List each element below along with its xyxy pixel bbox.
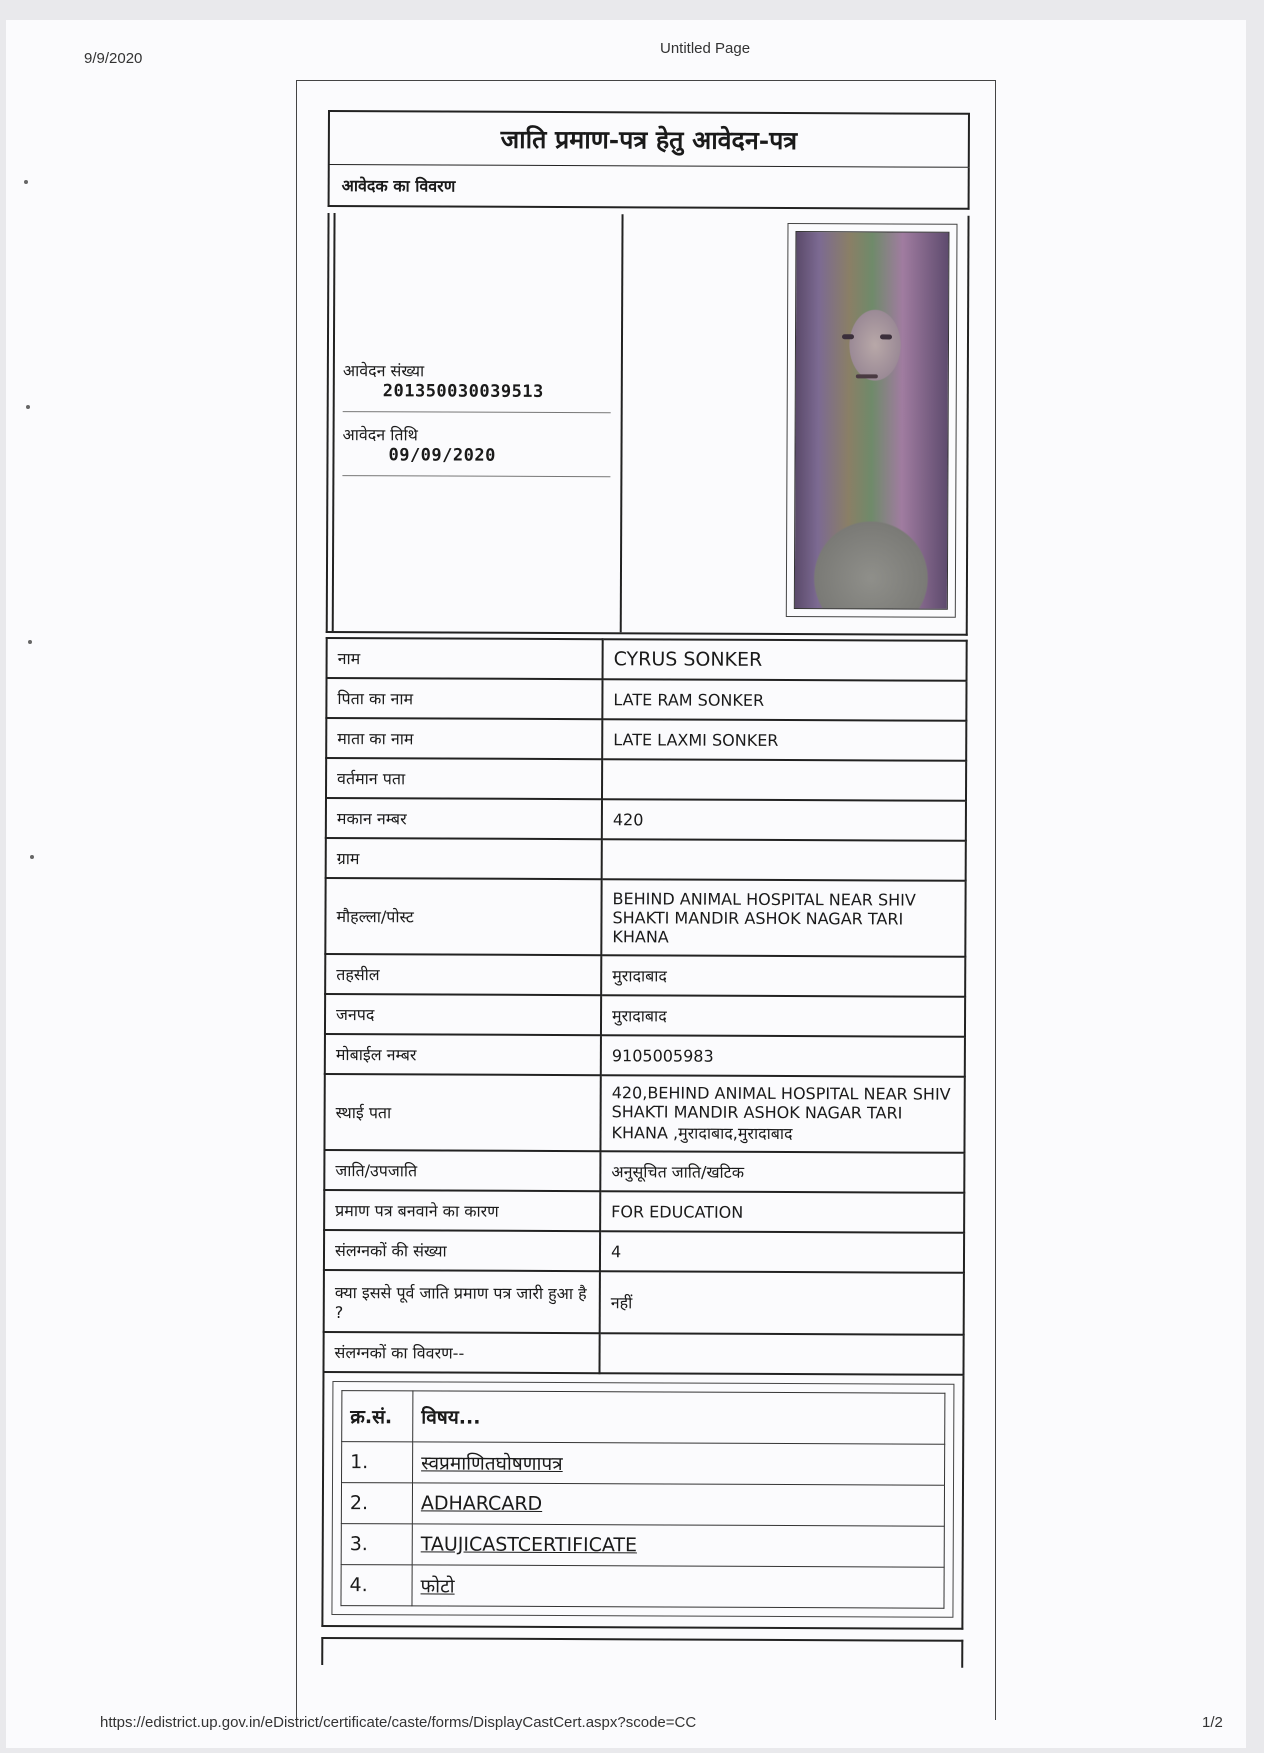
father-name-value: LATE RAM SONKER — [602, 679, 966, 721]
divider — [342, 475, 610, 477]
photo-cell — [622, 214, 968, 633]
attachment-cell — [412, 1483, 944, 1526]
mother-name-label: माता का नाम — [326, 718, 602, 759]
caste-value: अनुसूचित जाति/खटिक — [600, 1151, 964, 1193]
table-row — [326, 838, 966, 881]
name-value: CYRUS SONKER — [603, 639, 967, 681]
divider — [343, 411, 611, 413]
attachment-link[interactable]: TAUJICASTCERTIFICATE — [420, 1533, 638, 1557]
current-address-value — [602, 759, 966, 801]
previous-certificate-label: क्या इससे पूर्व जाति प्रमाण पत्र जारी हुआ है ? — [324, 1270, 600, 1333]
attachment-cell — [412, 1565, 944, 1608]
attachment-cell — [412, 1524, 944, 1567]
table-row — [326, 758, 966, 801]
attachments-box — [331, 1381, 954, 1618]
attachment-link[interactable]: स्वप्रमाणितघोषणापत्र — [421, 1452, 563, 1476]
scan-speck — [24, 180, 28, 184]
application-number-label: आवेदन संख्या — [342, 361, 425, 381]
current-address-label: वर्तमान पता — [326, 758, 602, 799]
photo-mouth — [856, 374, 878, 378]
attachment-serial: 1. — [342, 1442, 413, 1483]
attachment-serial: 3. — [341, 1524, 412, 1565]
photo-eye — [842, 334, 854, 339]
print-page-number: 1/2 — [1202, 1714, 1223, 1731]
table-row — [324, 1074, 964, 1153]
locality-post-label: मौहल्ला/पोस्ट — [325, 878, 601, 955]
district-value: मुरादाबाद — [601, 995, 965, 1037]
table-row — [326, 718, 966, 761]
table-row — [326, 798, 966, 841]
table-row — [323, 1332, 963, 1375]
district-label: जनपद — [325, 994, 601, 1035]
tehsil-label: तहसील — [325, 954, 601, 995]
attachments-header-row — [342, 1391, 945, 1445]
table-row — [325, 1034, 965, 1077]
col-subject-header: विषय... — [413, 1391, 945, 1444]
application-meta — [332, 213, 624, 632]
attachment-cell — [413, 1442, 945, 1485]
table-row — [326, 678, 966, 721]
attachment-link[interactable]: ADHARCARD — [420, 1492, 543, 1515]
table-row — [324, 1190, 964, 1233]
house-number-label: मकान नम्बर — [326, 798, 602, 839]
print-date: 9/9/2020 — [84, 50, 143, 67]
table-row — [324, 1150, 964, 1193]
print-footer-url: https://edistrict.up.gov.in/eDistrict/certificate/caste/forms/DisplayCastCert.aspx?scode=CC — [100, 1714, 697, 1731]
scan-speck — [28, 640, 32, 644]
caste-certificate-application-form — [321, 110, 970, 1668]
village-value — [602, 839, 966, 881]
attachment-count-label: संलग्नकों की संख्या — [324, 1230, 600, 1271]
attachment-details-value — [599, 1333, 963, 1375]
form-title: जाति प्रमाण-पत्र हेतु आवेदन-पत्र — [328, 110, 970, 168]
tehsil-value: मुरादाबाद — [601, 955, 965, 997]
locality-post-value: BEHIND ANIMAL HOSPITAL NEAR SHIV SHAKTI MANDIR ASHOK NAGAR TARI KHANA — [601, 879, 965, 957]
photo-frame — [786, 223, 958, 618]
print-page-title: Untitled Page — [660, 40, 751, 57]
mother-name-value: LATE LAXMI SONKER — [602, 719, 966, 761]
attachments-section — [321, 1373, 964, 1630]
attachment-serial: 2. — [341, 1483, 412, 1524]
table-row — [324, 1270, 964, 1335]
purpose-value: FOR EDUCATION — [600, 1191, 964, 1233]
section-header: आवेदक का विवरण — [328, 165, 970, 210]
attachment-row — [342, 1442, 945, 1486]
father-name-label: पिता का नाम — [326, 678, 602, 719]
name-label: नाम — [327, 638, 603, 679]
photo-eye — [880, 334, 892, 339]
village-label: ग्राम — [326, 838, 602, 879]
attachment-link[interactable]: फोटो — [420, 1575, 455, 1598]
form-bottom-border — [321, 1637, 963, 1668]
application-number: 201350030039513 — [382, 381, 544, 402]
purpose-label: प्रमाण पत्र बनवाने का कारण — [324, 1190, 600, 1231]
attachment-row — [341, 1524, 944, 1568]
caste-label: जाति/उपजाति — [324, 1150, 600, 1191]
scan-speck — [26, 405, 30, 409]
attachment-row — [341, 1565, 944, 1609]
mobile-number-value: 9105005983 — [601, 1035, 965, 1077]
permanent-address-label: स्थाई पता — [324, 1074, 600, 1151]
application-date-label: आवेदन तिथि — [342, 425, 418, 445]
attachment-details-label: संलग्नकों का विवरण-- — [323, 1332, 599, 1373]
table-row — [324, 1230, 964, 1273]
table-row — [325, 954, 965, 997]
attachment-count-value: 4 — [600, 1231, 964, 1273]
table-row — [327, 638, 967, 681]
application-summary — [326, 213, 970, 636]
attachments-table — [340, 1390, 945, 1609]
application-date: 09/09/2020 — [388, 445, 496, 466]
table-row — [325, 994, 965, 1037]
attachment-serial: 4. — [341, 1565, 412, 1606]
applicant-details-table — [322, 637, 967, 1376]
permanent-address-value: 420,BEHIND ANIMAL HOSPITAL NEAR SHIV SHAKTI MANDIR ASHOK NAGAR TARI KHANA ,मुरादाबाद,मुरादाबाद — [600, 1075, 964, 1153]
col-serial-header: क्र.सं. — [342, 1391, 413, 1442]
attachment-row — [341, 1483, 944, 1527]
table-row — [325, 878, 965, 957]
applicant-photo — [794, 231, 950, 610]
house-number-value: 420 — [602, 799, 966, 841]
scan-speck — [30, 855, 34, 859]
previous-certificate-value: नहीं — [600, 1271, 964, 1335]
mobile-number-label: मोबाईल नम्बर — [325, 1034, 601, 1075]
